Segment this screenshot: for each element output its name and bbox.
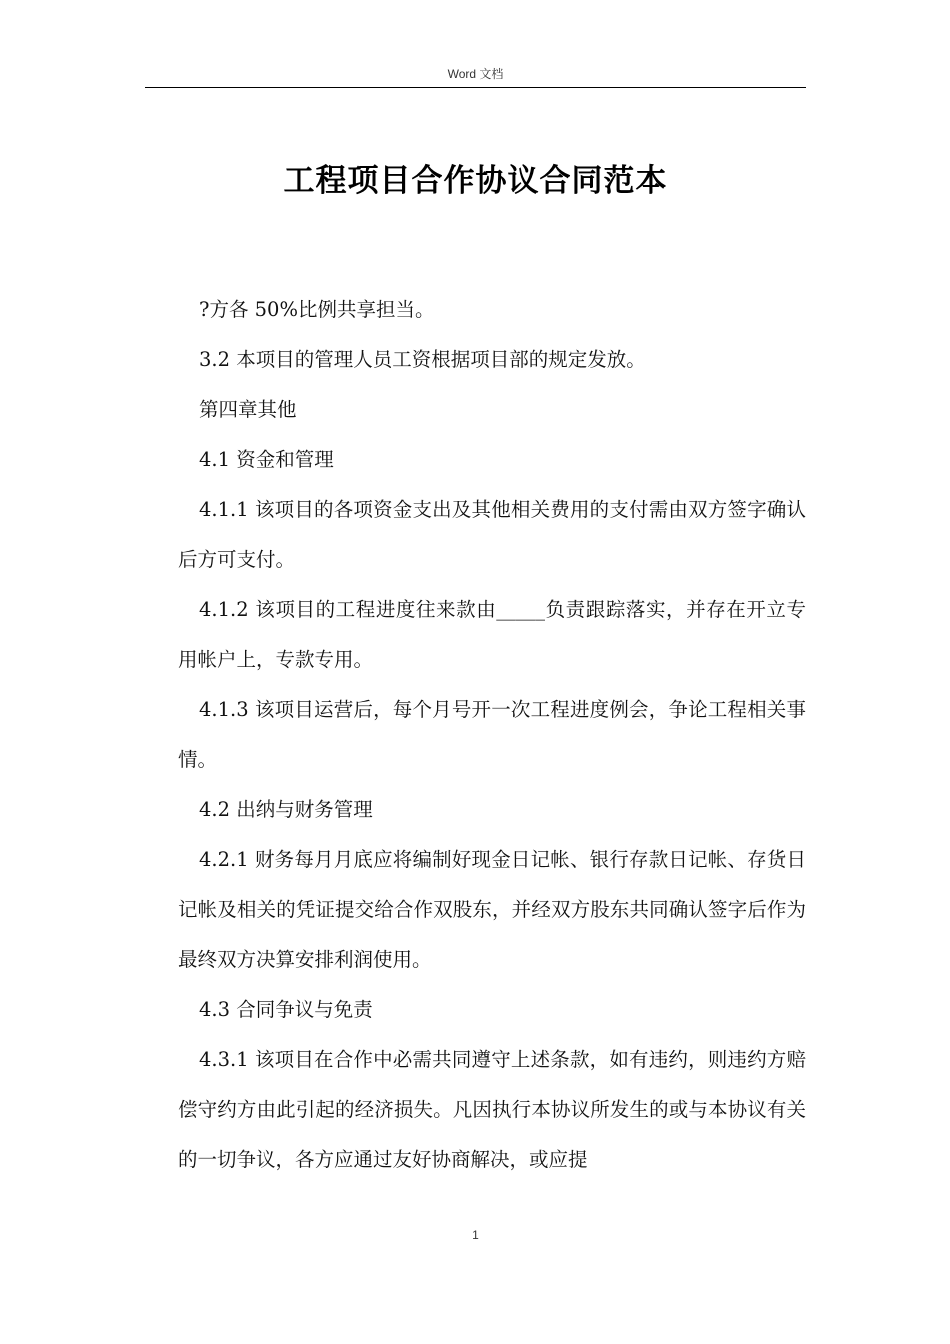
paragraph: 3.2 本项目的管理人员工资根据项目部的规定发放。 [199,348,646,371]
subsection-heading: 4.2 出纳与财务管理 [199,798,373,821]
page-number: 1 [472,1228,479,1242]
paragraph: 4.1.2 该项目的工程进度往来款由_____负责跟踪落实，并存在开立专用帐户上，专款专用。 [178,598,806,671]
paragraph: 4.1.1 该项目的各项资金支出及其他相关费用的支付需由双方签字确认后方可支付。 [178,498,806,571]
paragraph: 4.3.1 该项目在合作中必需共同遵守上述条款，如有违约，则违约方赔偿守约方由此引起的经济损失。凡因执行本协议所发生的或与本协议有关的一切争议，各方应通过友好协商解决，或应提 [178,1048,806,1171]
document-body [178,285,806,1185]
page-header: Word 文档 [447,67,504,81]
subsection-heading: 4.1 资金和管理 [199,448,334,471]
header-divider [145,87,806,88]
subsection-heading: 4.3 合同争议与免责 [199,998,373,1021]
document-title: 工程项目合作协议合同范本 [283,163,668,199]
paragraph: ?方各 50%比例共享担当。 [199,298,435,321]
paragraph: 4.2.1 财务每月月底应将编制好现金日记帐、银行存款日记帐、存货日记帐及相关的凭证提交给合作双股东，并经双方股东共同确认签字后作为最终双方决算安排利润使用。 [178,848,806,971]
paragraph: 4.1.3 该项目运营后，每个月号开一次工程进度例会，争论工程相关事情。 [178,698,806,771]
section-heading: 第四章其他 [199,398,297,421]
